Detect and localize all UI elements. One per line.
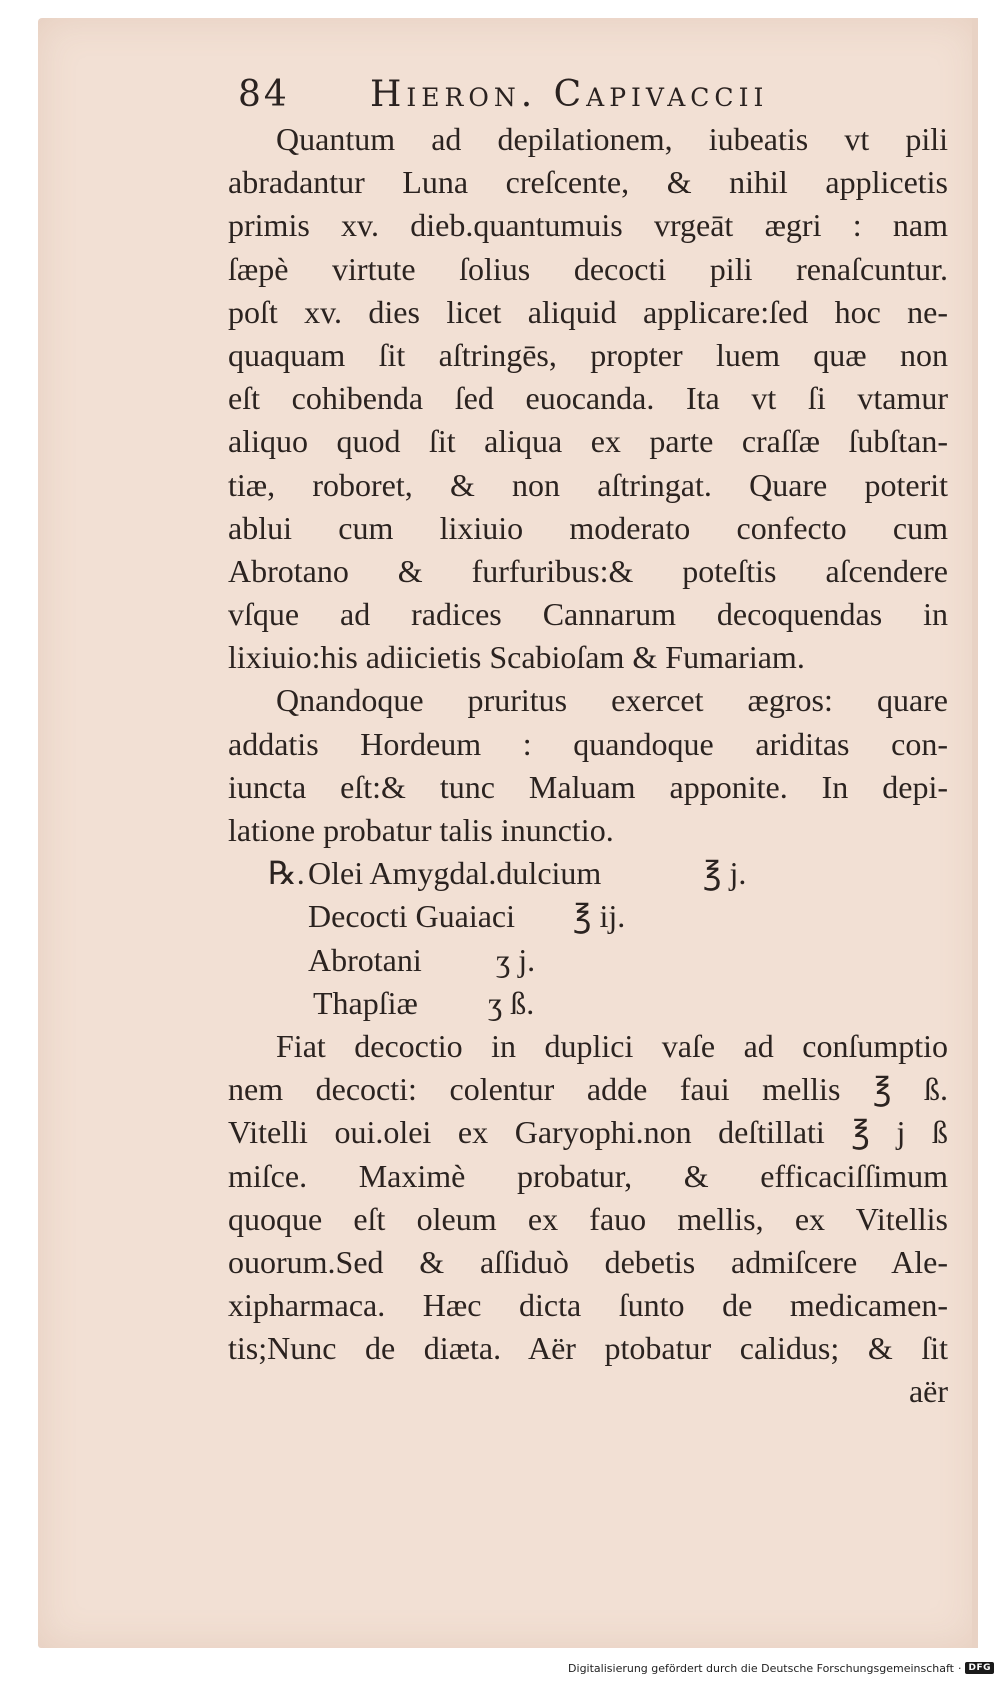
recipe-line	[228, 939, 948, 982]
text-line: tiæ, roboret, & non aſtringat. Quare poterit	[228, 466, 948, 503]
text-line: vſque ad radices Cannarum decoquendas in	[228, 596, 948, 633]
recipe-line	[228, 895, 948, 938]
recipe-quantity: ʒ j.	[496, 941, 536, 978]
credit-text: Digitalisierung gefördert durch die Deutsche Forschungsgemeinschaft	[568, 1661, 954, 1675]
text-line: abradantur Luna creſcente, & nihil applicetis	[228, 164, 948, 201]
recipe-quantity: ℥ ij.	[573, 898, 626, 935]
text-line: eſt cohibenda ſed euocanda. Ita vt ſi vtamur	[228, 380, 948, 417]
text-line: Qnandoque pruritus exercet ægros: quare	[276, 682, 948, 719]
text-line: ſæpè virtute ſolius decocti pili renaſcuntur.	[228, 250, 948, 287]
text-line: xipharmaca. Hæc dicta ſunto de medicamen-	[228, 1287, 948, 1324]
text-line: Vitelli oui.olei ex Garyophi.non deſtillati ℥ j ß	[228, 1114, 948, 1151]
text-line: Fiat decoctio in duplici vaſe ad conſumptio	[276, 1027, 948, 1064]
separator: ·	[957, 1661, 962, 1675]
text-line: latione probatur talis inunctio.	[228, 812, 614, 848]
page-body	[228, 118, 948, 1414]
running-head	[238, 74, 878, 124]
recipe-ingredient: Olei Amygdal.dulcium	[308, 855, 602, 892]
recipe-quantity: ℥ j.	[703, 855, 747, 892]
text-line: iuncta eſt:& tunc Maluam apponite. In depi-	[228, 768, 948, 805]
text-line: poſt xv. dies licet aliquid applicare:ſed hoc ne-	[228, 293, 948, 330]
text-line: Quantum ad depilationem, iubeatis vt pili	[276, 121, 948, 157]
text-line: Abrotano & furfuribus:& poteſtis aſcendere	[228, 552, 948, 589]
text-line: quaquam ſit aſtringēs, propter luem quæ non	[228, 336, 948, 373]
recipe-quantity: ʒ ß.	[488, 984, 535, 1021]
page-number: 84	[238, 74, 290, 115]
text-line: nem decocti: colentur adde faui mellis ℥ ß.	[228, 1071, 948, 1108]
page-edge	[972, 18, 978, 1648]
text-line: ablui cum lixiuio moderato confecto cum	[228, 509, 948, 546]
text-line: primis xv. dieb.quantumuis vrgeāt ægri : nam	[228, 207, 948, 244]
running-title: Hieron. Capivaccii	[370, 74, 769, 115]
text-line: ouorum.Sed & aſſiduò debetis admiſcere Ale-	[228, 1243, 948, 1280]
recipe-ingredient: Abrotani	[308, 941, 422, 978]
text-line: lixiuio:his adiicietis Scabioſam & Fumariam.	[228, 639, 805, 676]
dfg-logo-icon: DFG	[965, 1662, 994, 1674]
recipe-symbol: ℞.	[268, 855, 305, 892]
recipe-ingredient: Thapſiæ	[313, 984, 418, 1021]
digitization-credit	[568, 1659, 994, 1677]
recipe-block	[228, 852, 948, 1025]
catchword: aër	[908, 1373, 948, 1410]
recipe-line	[228, 982, 948, 1025]
recipe-line	[228, 852, 948, 895]
text-line: aliquo quod ſit aliqua ex parte craſſæ ſubſtan-	[228, 423, 948, 460]
text-line: tis;Nunc de diæta. Aër ptobatur calidus; & ſit	[228, 1330, 948, 1367]
text-line: addatis Hordeum : quandoque ariditas con-	[228, 725, 948, 762]
text-line: miſce. Maximè probatur, & efficaciſſimum	[228, 1157, 948, 1194]
recipe-ingredient: Decocti Guaiaci	[308, 898, 515, 935]
text-line: quoque eſt oleum ex fauo mellis, ex Vitellis	[228, 1200, 948, 1237]
